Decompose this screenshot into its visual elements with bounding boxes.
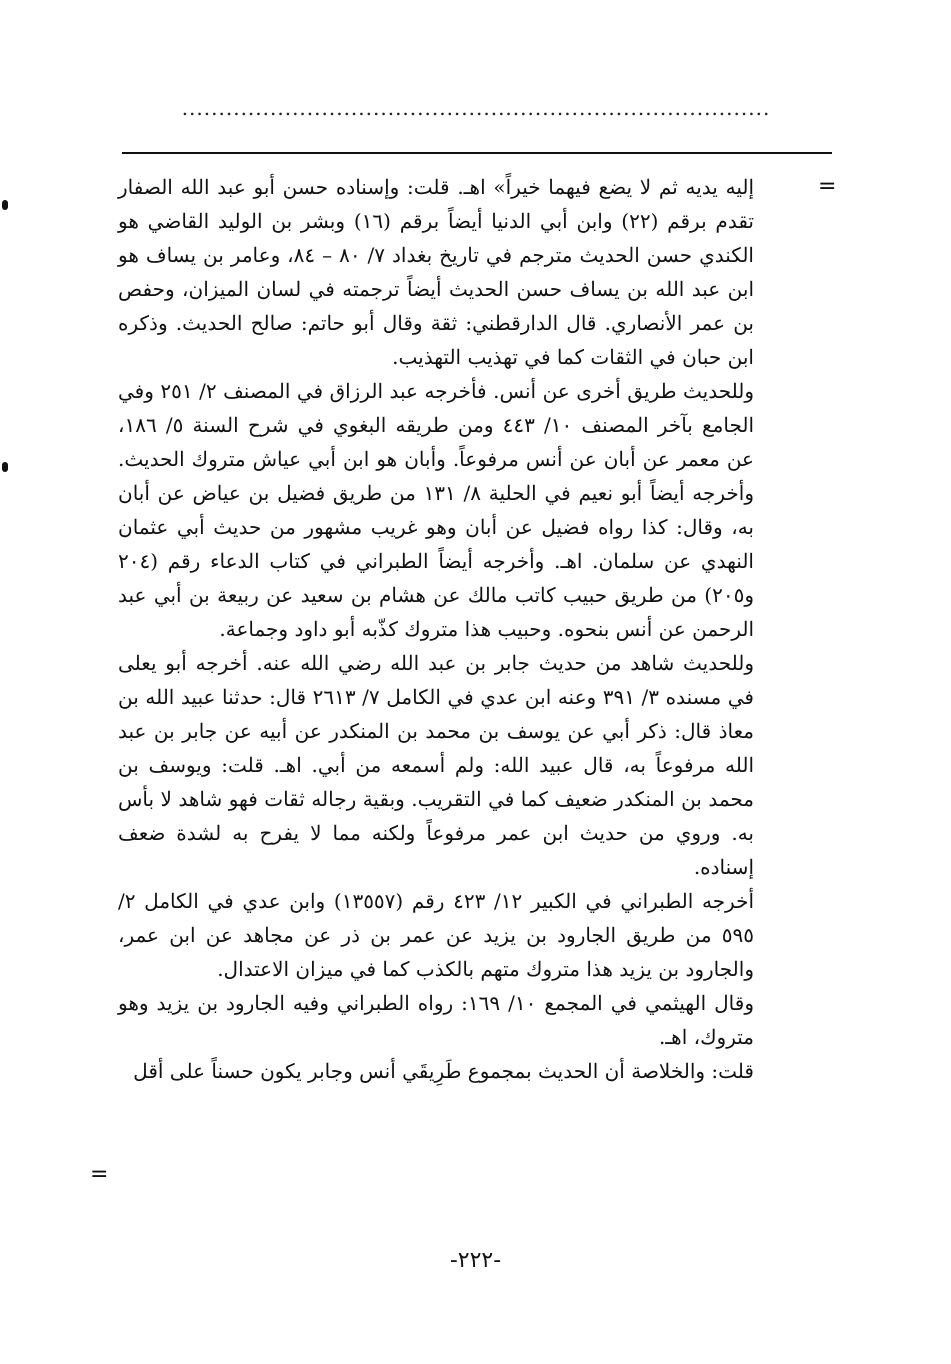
margin-mark: [2, 462, 8, 472]
continuation-mark-bottom: =: [90, 1162, 109, 1187]
continuation-mark-top: =: [818, 174, 837, 199]
footnote-paragraph: وللحديث شاهد من حديث جابر بن عبد الله رضي الله عنه. أخرجه أبو يعلى في مسنده ٣/ ٣٩١ وعنه ابن عدي في الكامل ٧/ ٢٦١٣ قال: حدثنا عبيد الله بن معاذ قال: ذكر أبي عن يوسف بن محمد بن المنكدر عن أبيه عن جابر بن عبد الله مرفوعاً به، قال عبيد الله: ولم أسمعه من أبي. اهـ. قلت: ويوسف بن محمد بن المنكدر ضعيف كما في التقريب. وبقية رجاله ثقات فهو شاهد لا بأس به. وروي من حديث ابن عمر مرفوعاً ولكنه مما لا يفرح به لشدة ضعف إسناده.: [118, 651, 754, 879]
footnote-paragraph: وقال الهيثمي في المجمع ١٠/ ١٦٩: رواه الطبراني وفيه الجارود بن يزيد وهو متروك، اهـ.: [118, 991, 754, 1049]
footnote-body: [118, 170, 754, 1088]
footnote-paragraph: وللحديث طريق أخرى عن أنس. فأخرجه عبد الرزاق في المصنف ٢/ ٢٥١ وفي الجامع بآخر المصنف ١٠/ ٤٤٣ ومن طريقه البغوي في شرح السنة ٥/ ١٨٦، عن معمر عن أبان عن أنس مرفوعاً. وأبان هو ابن أبي عياش متروك الحديث. وأخرجه أيضاً أبو نعيم في الحلية ٨/ ١٣١ من طريق فضيل بن عياض عن أبان به، وقال: كذا رواه فضيل عن أبان وهو غريب مشهور من حديث أبي عثمان النهدي عن سلمان. اهـ. وأخرجه أيضاً الطبراني في كتاب الدعاء رقم (٢٠٤ و٢٠٥) من طريق حبيب كاتب مالك عن هشام بن سعيد عن ربيعة بن أبي عبد الرحمن عن أنس بنحوه. وحبيب هذا متروك كذّبه أبو داود وجماعة.: [118, 379, 755, 641]
footnote-paragraph: قلت: والخلاصة أن الحديث بمجموع طَرِيقَي أنس وجابر يكون حسناً على أقل: [133, 1059, 754, 1083]
margin-mark: [2, 200, 8, 210]
header-dotted-line: ................................................................................: [181, 96, 771, 120]
header-rule: [122, 152, 832, 154]
footnote-paragraph: أخرجه الطبراني في الكبير ١٢/ ٤٢٣ رقم (١٣٥٥٧) وابن عدي في الكامل ٢/ ٥٩٥ من طريق الجارود بن يزيد عن عمر بن ذر عن مجاهد عن ابن عمر، والجارود بن يزيد هذا متروك متهم بالكذب كما في ميزان الاعتدال.: [118, 889, 755, 981]
footnote-paragraph: إليه يديه ثم لا يضع فيهما خيراً» اهـ. قلت: وإسناده حسن أبو عبد الله الصفار تقدم برقم (٢٢) وابن أبي الدنيا أيضاً برقم (١٦) وبشر بن الوليد القاضي هو الكندي حسن الحديث مترجم في تاريخ بغداد ٧/ ٨٠ – ٨٤، وعامر بن يساف هو ابن عبد الله بن يساف حسن الحديث أيضاً ترجمته في لسان الميزان، وحفص بن عمر الأنصاري. قال الدارقطني: ثقة وقال أبو حاتم: صالح الحديث. وذكره ابن حبان في الثقات كما في تهذيب التهذيب.: [118, 175, 755, 369]
page-number: -٢٢٢-: [449, 1248, 502, 1273]
